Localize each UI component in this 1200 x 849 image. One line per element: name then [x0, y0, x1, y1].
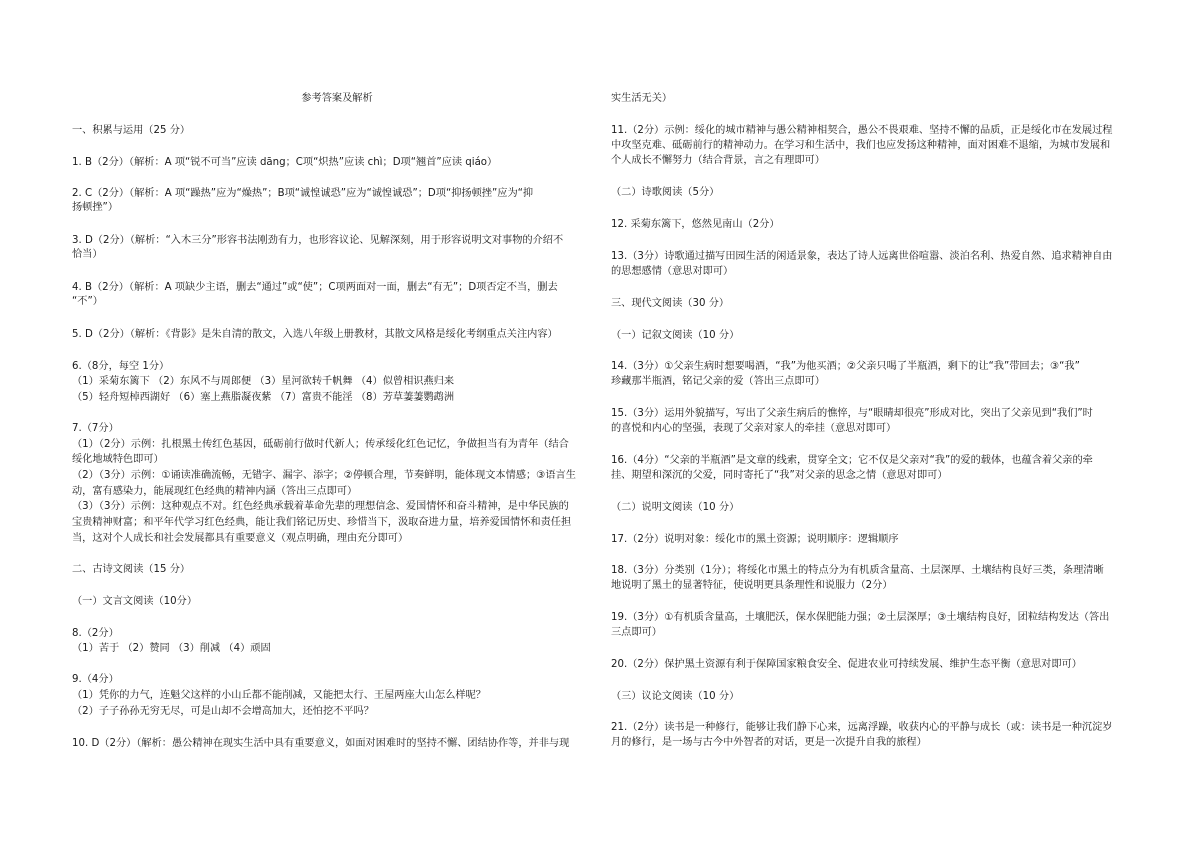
answer-line: 9.（4分） — [72, 674, 119, 685]
answer-line: 月的修行，是一场与古今中外智者的对话，更是一次提升自我的旅程） — [611, 737, 927, 748]
answer-line: 19.（3分）①有机质含量高，土壤肥沃，保水保肥能力强；②土层深厚；③土壤结构良好，团粒结构发达（答出 — [611, 612, 1110, 623]
answer-line: 当，这对个人成长和社会发展都具有重要意义（观点明确，理由充分即可） — [72, 533, 409, 544]
answer-line: 1. B（2分）（解析：A 项“锐不可当”应读 dāng；C项“炽热”应读 chì；D项“翘首”应读 qiáo） — [72, 157, 498, 168]
answer-line: 绥化地域特色即可） — [72, 454, 164, 465]
answer-line: 16.（4分）“父亲的半瓶酒”是文章的线索，贯穿全文；它不仅是父亲对“我”的爱的载体，也蕴含着父亲的牵 — [611, 455, 1093, 466]
section-heading: 一、积累与运用（25 分） — [72, 125, 191, 136]
subsection-heading: （一）文言文阅读（10分） — [72, 596, 198, 607]
subsection-heading: （二）说明文阅读（10 分） — [611, 502, 740, 513]
answer-line: （2）（3分）示例：①诵读准确流畅，无错字、漏字、添字；②停顿合理，节奏鲜明，能体现文本情感；③语言生 — [72, 470, 576, 481]
answer-line: 个人成长不懈努力（结合背景，言之有理即可） — [611, 155, 825, 166]
answer-line: 12. 采菊东篱下，悠然见南山（2分） — [611, 219, 780, 230]
answer-line: （1）凭你的力气，连魁父这样的小山丘都不能削减，又能把太行、王屋两座大山怎么样呢？ — [72, 690, 486, 701]
answer-line: 17.（2分）说明对象：绥化市的黑土资源；说明顺序：逻辑顺序 — [611, 534, 899, 545]
answer-line: （5）轻舟短棹西湖好 （6）塞上燕脂凝夜紫 （7）富贵不能淫 （8）芳草萋萋鹦鹉洲 — [72, 392, 455, 403]
answer-line: 4. B（2分）（解析：A 项缺少主语，删去“通过”或“使”；C项两面对一面，删去“有无”；D项否定不当，删去 — [72, 282, 558, 293]
answer-line: （1）（2分）示例：扎根黑土传红色基因，砥砺前行做时代新人；传承绥化红色记忆，争做担当有为青年（结合 — [72, 439, 569, 450]
answer-line: 恰当） — [72, 249, 103, 260]
answer-line: 扬顿挫”） — [72, 202, 119, 213]
answer-line: 三点即可） — [611, 627, 662, 638]
document-title: 参考答案及解析 — [301, 93, 373, 104]
answer-line: 6.（8分，每空 1分） — [72, 361, 170, 372]
section-heading: 二、古诗文阅读（15 分） — [72, 564, 191, 575]
answer-line: 8.（2分） — [72, 628, 119, 639]
answer-line: 珍藏那半瓶酒，铭记父亲的爱（答出三点即可） — [611, 376, 825, 387]
answer-line: 的喜悦和内心的坚强，表现了父亲对家人的牵挂（意思对即可） — [611, 423, 897, 434]
subsection-heading: （三）议论文阅读（10 分） — [611, 691, 740, 702]
answer-line: 15.（3分）运用外貌描写，写出了父亲生病后的憔悴，与“眼睛却很亮”形成对比，突出了父亲见到“我们”时 — [611, 408, 1093, 419]
answer-line: “不”） — [72, 296, 103, 307]
answer-line: 中攻坚克难、砥砺前行的精神动力。在学习和生活中，我们也应发扬这种精神，面对困难不退缩，为城市发展和 — [611, 140, 1111, 151]
subsection-heading: （二）诗歌阅读（5分） — [611, 187, 720, 198]
answer-line: （1）苦于 （2）赞同 （3）削减 （4）顽固 — [72, 643, 271, 654]
answer-line: 10. D（2分）（解析：愚公精神在现实生活中具有重要意义，如面对困难时的坚持不懈、团结协作等，并非与现 — [72, 738, 570, 749]
answer-line: 20.（2分）保护黑土资源有利于保障国家粮食安全、促进农业可持续发展、维护生态平衡（意思对即可） — [611, 659, 1082, 670]
answer-line: 挂、期望和深沉的父爱，同时寄托了“我”对父亲的思念之情（意思对即可） — [611, 470, 948, 481]
answer-line: （1）采菊东篱下 （2）东风不与周郎便 （3）星河欲转千帆舞 （4）似曾相识燕归来 — [72, 376, 455, 387]
answer-line: 地说明了黑土的显著特征，使说明更具条理性和说服力（2分） — [611, 580, 893, 591]
answer-line: 11.（2分）示例：绥化的城市精神与愚公精神相契合，愚公不畏艰难、坚持不懈的品质，正是绥化市在发展过程 — [611, 125, 1113, 136]
answer-line: 13.（3分）诗歌通过描写田园生活的闲适景象，表达了诗人远离世俗喧嚣、淡泊名利、热爱自然、追求精神自由 — [611, 251, 1113, 262]
answer-line: （3）（3分）示例：这种观点不对。红色经典承载着革命先辈的理想信念、爱国情怀和奋斗精神，是中华民族的 — [72, 501, 569, 512]
answer-line: （2）子子孙孙无穷无尽，可是山却不会增高加大，还怕挖不平吗？ — [72, 706, 374, 717]
answer-line: 18.（3分）分类别（1分）；将绥化市黑土的特点分为有机质含量高、土层深厚、土壤结构良好三类，条理清晰 — [611, 565, 1104, 576]
answer-line: 2. C（2分）（解析：A 项“躁热”应为“燥热”；B项“诚惶诚恐”应为“诚惶诚恐”；D项“抑扬顿挫”应为“抑 — [72, 188, 534, 199]
section-heading: 三、现代文阅读（30 分） — [611, 298, 730, 309]
answer-line: 实生活无关） — [611, 93, 673, 104]
answer-line: 21.（2分）读书是一种修行，能够让我们静下心来，远离浮躁，收获内心的平静与成长（或：读书是一种沉淀岁 — [611, 722, 1113, 733]
subsection-heading: （一）记叙文阅读（10 分） — [611, 330, 740, 341]
answer-line: 5. D（2分）（解析：《背影》是朱自清的散文，入选八年级上册教材，其散文风格是绥化考纲重点关注内容） — [72, 329, 558, 340]
answer-line: 的思想感情（意思对即可） — [611, 266, 734, 277]
answer-line: 3. D（2分）（解析：“入木三分”形容书法刚劲有力，也形容议论、见解深刻，用于形容说明文对事物的介绍不 — [72, 235, 564, 246]
answer-line: 宝贵精神财富；和平年代学习红色经典，能让我们铭记历史、珍惜当下，汲取奋进力量，培养爱国情怀和责任担 — [72, 517, 572, 528]
answer-line: 14.（3分）①父亲生病时想要喝酒，“我”为他买酒；②父亲只喝了半瓶酒，剩下的让“我”带回去；③“我” — [611, 361, 1080, 372]
answer-line: 动，富有感染力，能展现红色经典的精神内涵（答出三点即可） — [72, 486, 358, 497]
answer-line: 7.（7分） — [72, 423, 119, 434]
